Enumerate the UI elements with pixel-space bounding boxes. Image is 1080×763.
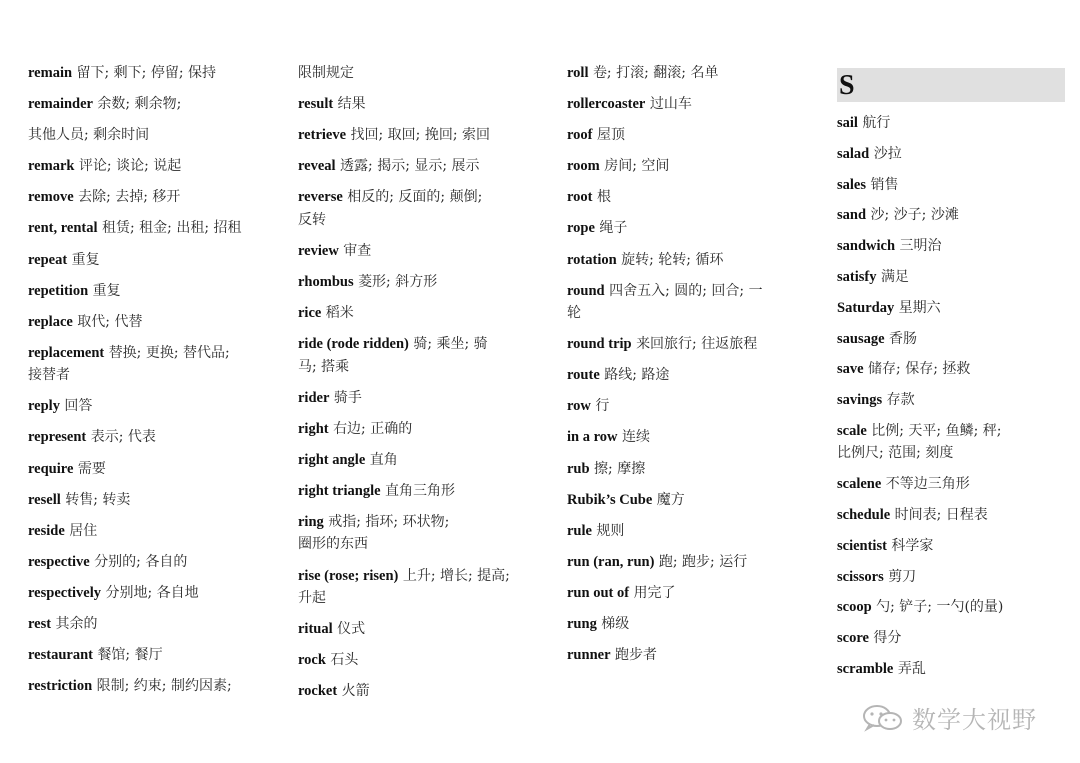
vocab-definition: 香肠 [889,330,917,347]
section-letter: S [839,70,855,101]
vocab-definition: 路线; 路途 [604,367,670,384]
vocab-word: scoop [837,599,872,616]
vocab-word: save [837,361,864,378]
vocab-word: roll [567,65,589,81]
vocab-word: reside [28,522,65,539]
vocab-word: roof [567,127,593,144]
vocab-word: satisfy [837,268,877,285]
wechat-logo-icon [862,704,904,732]
vocab-entry [298,680,538,702]
vocab-word: scientist [837,537,887,554]
vocab-entry [567,426,807,448]
vocab-word: scalene [837,476,882,493]
vocab-entry [837,358,1067,380]
vocab-word: round [567,282,605,299]
vocab-definition: 沙; 沙子; 沙滩 [870,207,959,224]
vocab-entry [28,551,268,573]
vocab-definition: 擦; 摩擦 [594,460,646,477]
vocab-word: rung [567,616,597,632]
vocab-word: sand [837,207,867,224]
vocab-word: rest [28,616,52,632]
vocab-definition: 餐馆; 餐厅 [97,647,163,664]
vocab-entry [28,458,268,480]
column-4-entries [837,112,1067,680]
vocab-word: right angle [298,451,366,468]
vocab-definition-continued: 圈形的东西 [298,536,368,553]
vocab-word: replace [28,313,73,330]
watermark [862,700,1037,735]
vocab-definition: 需要 [77,460,106,477]
vocab-word: require [28,460,74,477]
vocab-word: schedule [837,506,891,523]
vocab-definition: 科学家 [891,537,934,554]
vocab-definition-continued: 接替者 [28,367,70,384]
vocab-definition-continued: 升起 [298,589,326,606]
vocab-definition: 直角三角形 [385,482,456,499]
vocab-definition: 分别地; 各自地 [105,584,199,601]
vocab-entry [28,520,268,542]
vocab-entry [837,566,1067,588]
vocab-definition: 骑; 乘坐; 骑 [413,336,488,353]
vocab-entry [28,249,268,271]
vocab-word: round trip [567,336,632,353]
vocab-word: scissors [837,568,884,585]
vocab-definition: 规则 [596,522,625,539]
vocab-entry [28,582,268,604]
vocab-entry [298,418,538,440]
vocab-word: rise (rose; risen) [298,567,399,584]
vocab-definition: 其余的 [55,616,98,632]
vocab-definition: 石头 [330,652,359,669]
vocab-entry [567,186,807,208]
vocab-entry [837,143,1067,165]
vocab-entry [298,618,538,640]
vocab-definition: 评论; 谈论; 说起 [78,158,182,175]
vocab-entry [28,342,268,387]
vocab-definition: 旋转; 轮转; 循环 [621,251,724,268]
vocab-definition: 用完了 [633,584,676,601]
vocab-entry [837,473,1067,495]
vocab-entry [28,395,268,417]
vocab-definition: 星期六 [898,299,941,316]
vocab-entry [837,328,1067,350]
vocab-word: ride (rode ridden) [298,336,409,353]
vocab-entry [298,124,538,146]
vocab-word: represent [28,429,87,446]
vocab-definition: 连续 [621,429,650,446]
vocab-word: rock [298,652,326,669]
vocab-definition: 限制规定 [298,65,354,81]
vocab-definition: 留下; 剩下; 停留; 保持 [76,65,216,81]
vocab-definition: 魔方 [656,491,685,508]
vocab-entry [28,124,268,146]
vocab-entry [567,249,807,271]
vocab-definition: 菱形; 斜方形 [358,273,438,290]
vocab-entry [837,389,1067,411]
vocab-word: rub [567,460,590,477]
vocab-definition-continued: 马; 搭乘 [298,358,350,375]
watermark-text: 数学大视野 [912,706,1037,734]
vocab-word: right triangle [298,482,381,499]
vocab-entry [567,93,807,115]
vocab-definition: 结果 [337,96,366,113]
vocab-entry [567,280,807,325]
vocab-entry [837,535,1067,557]
vocab-entry [567,333,807,355]
vocab-entry [837,174,1067,196]
vocab-definition: 找回; 取回; 挽回; 索回 [350,127,490,144]
vocab-entry [837,112,1067,134]
vocab-word: restaurant [28,647,93,664]
vocab-entry [567,520,807,542]
vocab-entry [567,613,807,635]
vocab-entry [567,62,807,84]
vocab-entry [567,217,807,239]
vocab-definition: 房间; 空间 [604,158,670,175]
vocab-word: Rubik’s Cube [567,491,653,508]
vocab-word: remove [28,189,74,206]
vocab-entry [298,649,538,671]
vocab-entry [298,155,538,177]
vocab-word: sail [837,115,858,131]
vocab-definition: 戒指; 指环; 环状物; [328,514,450,531]
vocab-entry [567,364,807,386]
vocab-entry [298,565,538,610]
vocab-entry [28,426,268,448]
vocab-entry [28,613,268,635]
vocab-definition-continued: 轮 [567,305,581,322]
vocab-definition: 比例; 天平; 鱼鳞; 秤; [871,422,1002,439]
vocab-entry [298,302,538,324]
vocab-entry [28,489,268,511]
vocab-definition-continued: 比例尺; 范围; 刻度 [837,445,954,462]
vocab-entry [298,333,538,378]
vocab-definition: 火箭 [341,683,370,700]
vocab-definition: 稻米 [325,305,354,322]
vocab-word: replacement [28,344,105,361]
vocab-word: run (ran, run) [567,553,655,570]
vocab-entry [28,280,268,302]
vocab-word: savings [837,392,883,409]
section-letter-header [837,68,1065,102]
vocab-word: rice [298,305,322,322]
vocab-word: root [567,189,593,206]
vocab-word: repetition [28,282,89,299]
vocab-definition: 跑步者 [614,647,657,664]
vocab-definition: 直角 [369,451,398,468]
vocab-entry [298,271,538,293]
vocab-word: rule [567,522,592,539]
vocab-entry [298,480,538,502]
vocab-definition-continued: 反转 [298,211,326,228]
vocab-entry [567,395,807,417]
vocab-definition: 储存; 保存; 拯救 [868,361,971,378]
vocab-word: rider [298,389,330,406]
vocab-word: salad [837,145,870,162]
vocab-definition: 表示; 代表 [90,429,156,446]
vocab-definition: 不等边三角形 [885,476,970,493]
vocab-definition: 居住 [69,522,98,539]
vocab-definition: 勺; 铲子; 一勺(的量) [876,599,1004,616]
vocab-word: ritual [298,621,333,638]
vocab-definition: 重复 [71,251,100,268]
vocab-definition: 分别的; 各自的 [94,553,188,570]
vocab-definition: 右边; 正确的 [333,420,413,437]
vocab-entry [567,489,807,511]
vocab-entry [298,62,538,84]
vocab-entry [28,93,268,115]
vocab-definition: 四舍五入; 圆的; 回合; 一 [609,282,763,299]
vocab-word: reverse [298,189,343,206]
vocab-definition: 转售; 转卖 [65,491,131,508]
vocab-entry [28,644,268,666]
vocab-word: review [298,242,339,259]
vocab-entry [567,644,807,666]
vocab-definition: 存款 [886,392,915,409]
vocab-definition: 三明治 [899,238,942,255]
vocab-definition: 来回旅行; 往返旅程 [636,336,758,353]
vocab-definition: 梯级 [601,616,630,632]
vocab-definition: 上升; 增长; 提高; [402,567,510,584]
vocab-word: reply [28,398,60,415]
vocab-definition: 回答 [64,398,93,415]
vocab-entry [28,62,268,84]
vocab-word: reveal [298,158,336,175]
vocab-word: repeat [28,251,68,268]
vocab-entry [837,504,1067,526]
column-1 [28,62,268,706]
vocab-word: result [298,96,334,113]
vocab-definition: 仪式 [337,621,366,638]
vocab-entry [567,124,807,146]
vocab-word: rotation [567,251,617,268]
vocab-word: remark [28,158,75,175]
vocab-word: room [567,158,600,175]
vocab-entry [567,551,807,573]
vocab-word: sales [837,176,866,193]
vocab-entry [28,155,268,177]
vocab-word: rocket [298,683,338,700]
vocab-definition: 行 [595,398,610,415]
vocab-entry [28,186,268,208]
vocab-word: rhombus [298,273,354,290]
vocab-word: ring [298,514,324,531]
vocab-word: run out of [567,584,630,601]
vocab-definition: 其他人员; 剩余时间 [28,127,150,144]
vocab-definition: 去除; 去掉; 移开 [78,189,181,206]
vocab-definition: 重复 [92,282,121,299]
vocab-definition: 过山车 [649,96,692,113]
vocab-entry [837,420,1067,465]
vocab-word: route [567,367,600,384]
vocab-word: Saturday [837,299,895,316]
vocab-word: scramble [837,660,894,677]
vocab-definition: 骑手 [333,389,362,406]
vocab-entry [837,658,1067,680]
vocab-definition: 屋顶 [596,127,625,144]
vocab-definition: 余数; 剩余物; [97,96,182,113]
vocab-entry [298,240,538,262]
vocab-definition: 限制; 约束; 制约因素; [96,678,232,695]
vocab-word: in a row [567,429,618,446]
vocab-definition: 弄乱 [897,660,926,677]
vocab-definition: 替换; 更换; 替代品; [108,344,230,361]
vocab-definition: 取代; 代替 [77,313,143,330]
vocab-word: rope [567,220,595,237]
vocab-definition: 审查 [343,242,372,259]
vocab-entry [298,93,538,115]
vocab-entry [567,155,807,177]
column-4 [837,68,1067,689]
vocab-definition: 根 [596,189,611,206]
vocab-definition: 相反的; 反面的; 颠倒; [347,189,483,206]
vocab-entry [837,297,1067,319]
column-2 [298,62,538,711]
vocab-entry [298,511,538,556]
vocab-entry [28,675,268,697]
vocab-entry [298,186,538,231]
vocab-word: restriction [28,678,93,695]
vocab-word: remainder [28,96,93,113]
vocab-word: rent, rental [28,220,98,237]
vocab-definition: 航行 [862,115,891,131]
vocab-word: rollercoaster [567,96,646,113]
vocab-definition: 卷; 打滚; 翻滚; 名单 [592,65,719,81]
vocab-entry [28,217,268,239]
vocab-entry [837,266,1067,288]
vocab-entry [28,311,268,333]
vocab-word: runner [567,647,611,664]
vocab-entry [298,387,538,409]
vocab-word: sausage [837,330,885,347]
vocab-definition: 剪刀 [888,568,917,585]
vocab-entry [837,204,1067,226]
vocab-definition: 跑; 跑步; 运行 [658,553,748,570]
vocab-word: score [837,630,869,647]
vocab-entry [567,458,807,480]
vocab-entry [837,596,1067,618]
vocab-definition: 销售 [870,176,899,193]
vocab-word: right [298,420,329,437]
vocab-word: remain [28,65,73,81]
column-3 [567,62,807,675]
vocab-entry [298,449,538,471]
vocab-definition: 时间表; 日程表 [894,506,988,523]
vocab-definition: 满足 [880,268,909,285]
vocab-word: respectively [28,584,102,601]
vocab-definition: 绳子 [599,220,628,237]
vocab-entry [837,627,1067,649]
vocab-definition: 得分 [873,630,902,647]
vocab-entry [567,582,807,604]
vocab-word: respective [28,553,90,570]
vocab-entry [837,235,1067,257]
vocab-definition: 透露; 揭示; 显示; 展示 [340,158,480,175]
vocab-word: retrieve [298,127,347,144]
vocab-definition: 沙拉 [873,145,902,162]
vocab-definition: 租赁; 租金; 出租; 招租 [102,220,242,237]
vocab-word: sandwich [837,238,896,255]
vocab-word: scale [837,422,867,439]
vocab-word: resell [28,491,61,508]
vocab-word: row [567,398,591,415]
